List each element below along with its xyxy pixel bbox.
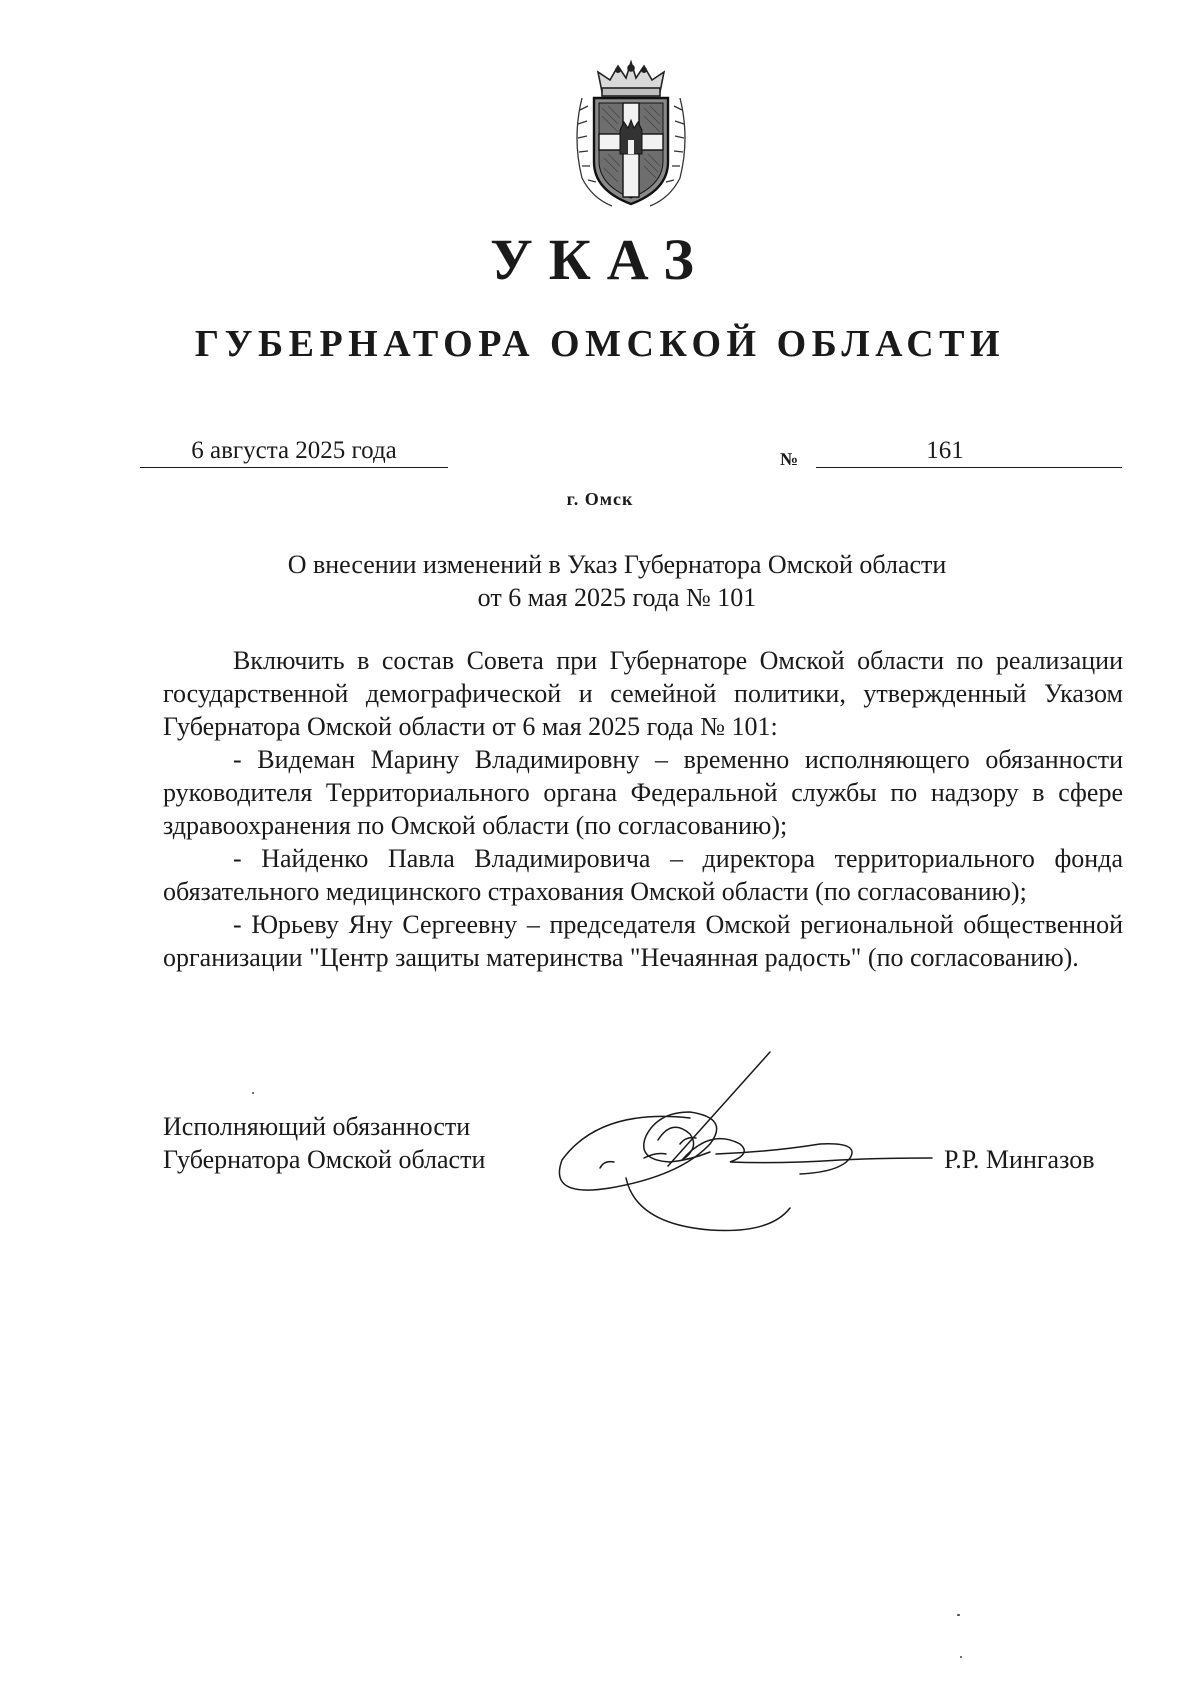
signer-position-line-1: Исполняющий обязанности bbox=[163, 1112, 471, 1141]
body-item-1: - Видеман Марину Владимировну – временно исполняющего обязанности руководителя Территориального органа Федеральной службы по надзору в сфере здравоохранения по Омской области (по согласованию); bbox=[163, 745, 1123, 840]
body-item-3: - Юрьеву Яну Сергеевну – председателя Омской региональной общественной организации "Центр защиты материнства "Нечаянная радость" (по согласованию). bbox=[163, 910, 1123, 972]
document-subtitle: ГУБЕРНАТОРА ОМСКОЙ ОБЛАСТИ bbox=[194, 323, 1006, 365]
document-number bbox=[816, 436, 1122, 468]
document-body bbox=[163, 644, 1123, 974]
scan-speck bbox=[960, 1656, 962, 1658]
subject-line-1: О внесении изменений в Указ Губернатора Омской области bbox=[287, 550, 947, 579]
body-item-2: - Найденко Павла Владимировича – директора территориального фонда обязательного медицинского страхования Омской области (по согласованию); bbox=[163, 844, 1123, 906]
body-intro: Включить в состав Совета при Губернаторе Омской области по реализации государственной демографической и семейной политики, утвержденный Указом Губернатора Омской области от 6 мая 2025 года № 101: bbox=[163, 646, 1123, 741]
subject-line-2: от 6 мая 2025 года № 101 bbox=[477, 583, 757, 612]
scan-speck bbox=[957, 1614, 960, 1616]
scan-speck bbox=[252, 1092, 254, 1094]
document-city: г. Омск bbox=[566, 489, 634, 509]
document-number-value: 161 bbox=[926, 437, 964, 464]
document-subject bbox=[0, 548, 1200, 614]
omsk-coat-of-arms-icon bbox=[568, 58, 694, 210]
document-title: УКАЗ bbox=[490, 227, 710, 292]
signer-position bbox=[163, 1110, 485, 1176]
signer-position-line-2: Губернатора Омской области bbox=[163, 1145, 486, 1174]
document-date: 6 августа 2025 года bbox=[140, 436, 448, 468]
handwritten-signature-icon bbox=[540, 1048, 940, 1238]
number-sign: № bbox=[780, 449, 799, 469]
signer-name: Р.Р. Мингазов bbox=[944, 1145, 1095, 1174]
